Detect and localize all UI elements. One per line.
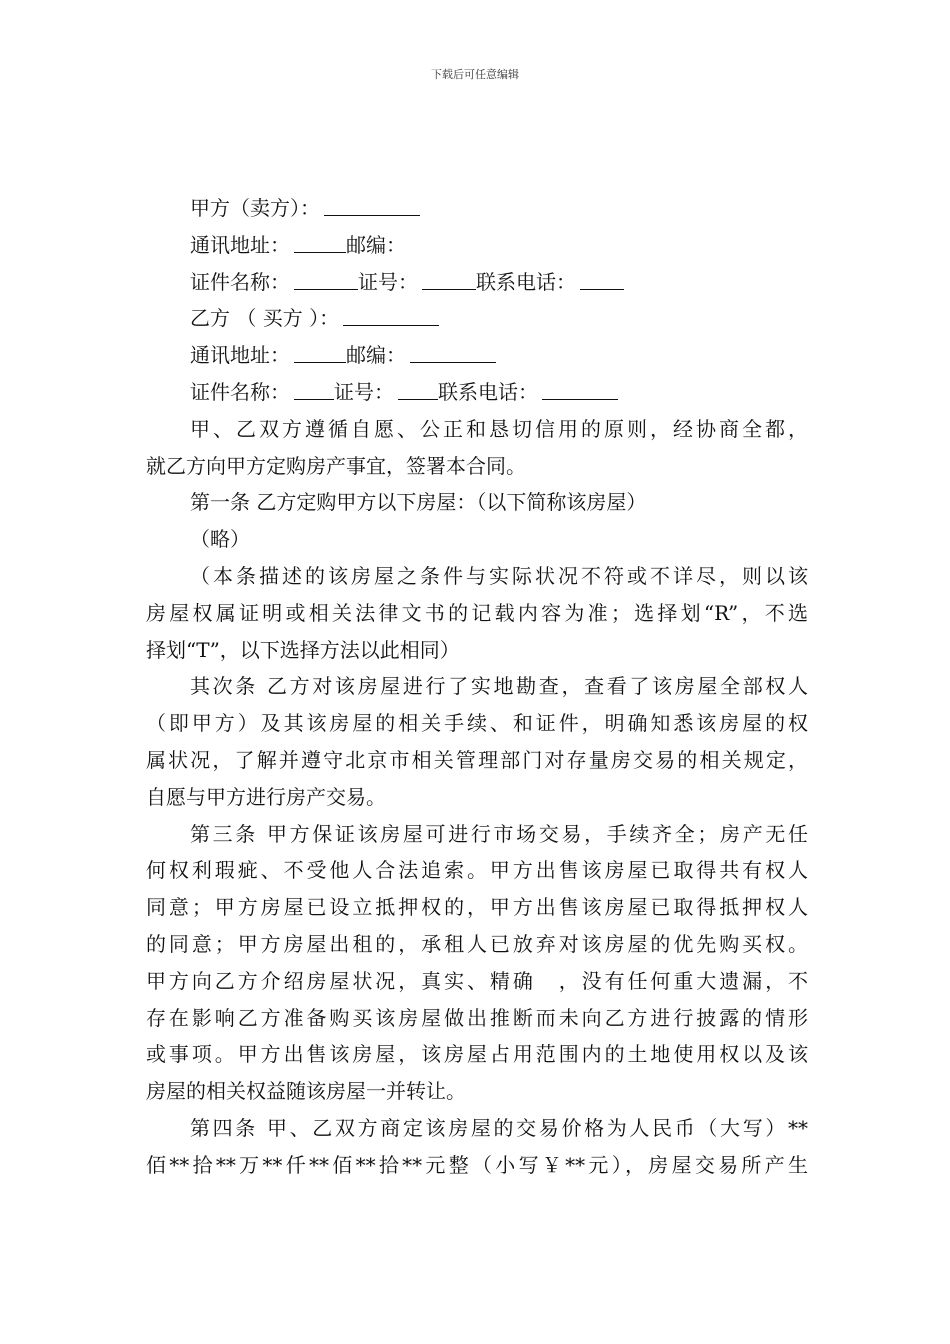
article-2 (146, 668, 808, 815)
party-b-postcode-blank[interactable] (410, 340, 496, 363)
party-b-id-blank[interactable] (294, 377, 334, 400)
party-b-phone-label: 联系电话： (438, 379, 538, 404)
party-b-phone-blank[interactable] (542, 377, 618, 400)
article-1-title: 第一条 乙方定购甲方以下房屋：（以下简称该房屋） (190, 490, 647, 515)
party-b-postcode-label: 邮编： (346, 343, 406, 368)
article-1-note-line: （本条描述的该房屋之条件与实际状况不符或不详尽，则以该 (190, 563, 808, 588)
article-3 (146, 816, 808, 1110)
contract-body (146, 190, 808, 1184)
article-2-line: 属状况，了解并遵守北京市相关管理部门对存量房交易的相关规定， (146, 747, 808, 772)
party-a-id-blank[interactable] (294, 267, 358, 290)
party-b-name-blank[interactable] (343, 303, 439, 326)
article-3-line: 的同意；甲方房屋出租的，承租人已放弃对该房屋的优先购买权。 (146, 931, 808, 956)
article-1-note-line: 房屋权属证明或相关法律文书的记载内容为准；选择划“R”，不选 (146, 600, 808, 625)
article-4 (146, 1110, 808, 1184)
party-b-address-line (146, 337, 808, 374)
party-b-id-line (146, 374, 808, 411)
party-a-address-label: 通讯地址： (190, 232, 290, 257)
party-a-name-line (146, 190, 808, 227)
article-3-line: 甲方向乙方介绍房屋状况，真实、精确 ，没有任何重大遗漏，不 (146, 968, 808, 993)
party-b-address-label: 通讯地址： (190, 343, 290, 368)
article-3-line: 存在影响乙方准备购买该房屋做出推断而未向乙方进行披露的情形 (146, 1005, 808, 1030)
party-b-id-label: 证件名称： (190, 379, 290, 404)
article-3-line: 同意；甲方房屋已设立抵押权的，甲方出售该房屋已取得抵押权人 (146, 895, 808, 920)
party-a-name-blank[interactable] (324, 193, 420, 216)
party-b-id-no-label: 证号： (334, 379, 394, 404)
article-1-note-line: 择划“T”，以下选择方法以此相同） (146, 637, 460, 662)
party-a-address-blank[interactable] (294, 230, 346, 253)
preamble-line: 就乙方向甲方定购房产事宜，签署本合同。 (146, 453, 526, 478)
article-2-line: （即甲方）及其该房屋的相关手续、和证件，明确知悉该房屋的权 (146, 711, 808, 736)
party-b-id-no-blank[interactable] (398, 377, 438, 400)
article-4-line: 第四条 甲、乙双方商定该房屋的交易价格为人民币（大写）** (190, 1115, 808, 1140)
party-a-id-no-blank[interactable] (422, 267, 476, 290)
article-2-line: 其次条 乙方对该房屋进行了实地勘查，查看了该房屋全部权人 (190, 674, 808, 699)
article-3-line: 房屋的相关权益随该房屋一并转让。 (146, 1079, 466, 1104)
article-3-line: 或事项。甲方出售该房屋，该房屋占用范围内的土地使用权以及该 (146, 1042, 808, 1067)
article-3-line: 第三条 甲方保证该房屋可进行市场交易，手续齐全；房产无任 (190, 821, 808, 846)
party-a-address-line (146, 227, 808, 264)
party-b-name-label: 乙方 （ 买方 ）： (190, 306, 340, 331)
preamble (146, 411, 808, 485)
header-note: 下载后可任意编辑 (431, 68, 519, 81)
article-3-line: 何权利瑕疵、不受他人合法追索。甲方出售该房屋已取得共有权人 (146, 858, 808, 883)
party-b-address-blank[interactable] (294, 340, 346, 363)
party-a-phone-blank[interactable] (580, 267, 624, 290)
article-4-line: 佰**拾**万**仟**佰**拾**元整（小写￥**元），房屋交易所产生 (146, 1152, 808, 1177)
article-1-omitted: （略） (190, 527, 250, 552)
party-a-name-label: 甲方（卖方）： (190, 196, 320, 220)
preamble-line: 甲、乙双方遵循自愿、公正和恳切信用的原则，经协商全都， (190, 416, 808, 441)
party-a-id-label: 证件名称： (190, 269, 290, 294)
party-a-id-no-label: 证号： (358, 269, 418, 294)
party-b-name-line (146, 300, 808, 337)
article-1 (146, 484, 808, 668)
article-2-line: 自愿与甲方进行房产交易。 (146, 784, 386, 809)
party-a-id-line (146, 264, 808, 301)
party-a-postcode-label: 邮编： (346, 232, 406, 257)
party-a-phone-label: 联系电话： (476, 269, 576, 294)
